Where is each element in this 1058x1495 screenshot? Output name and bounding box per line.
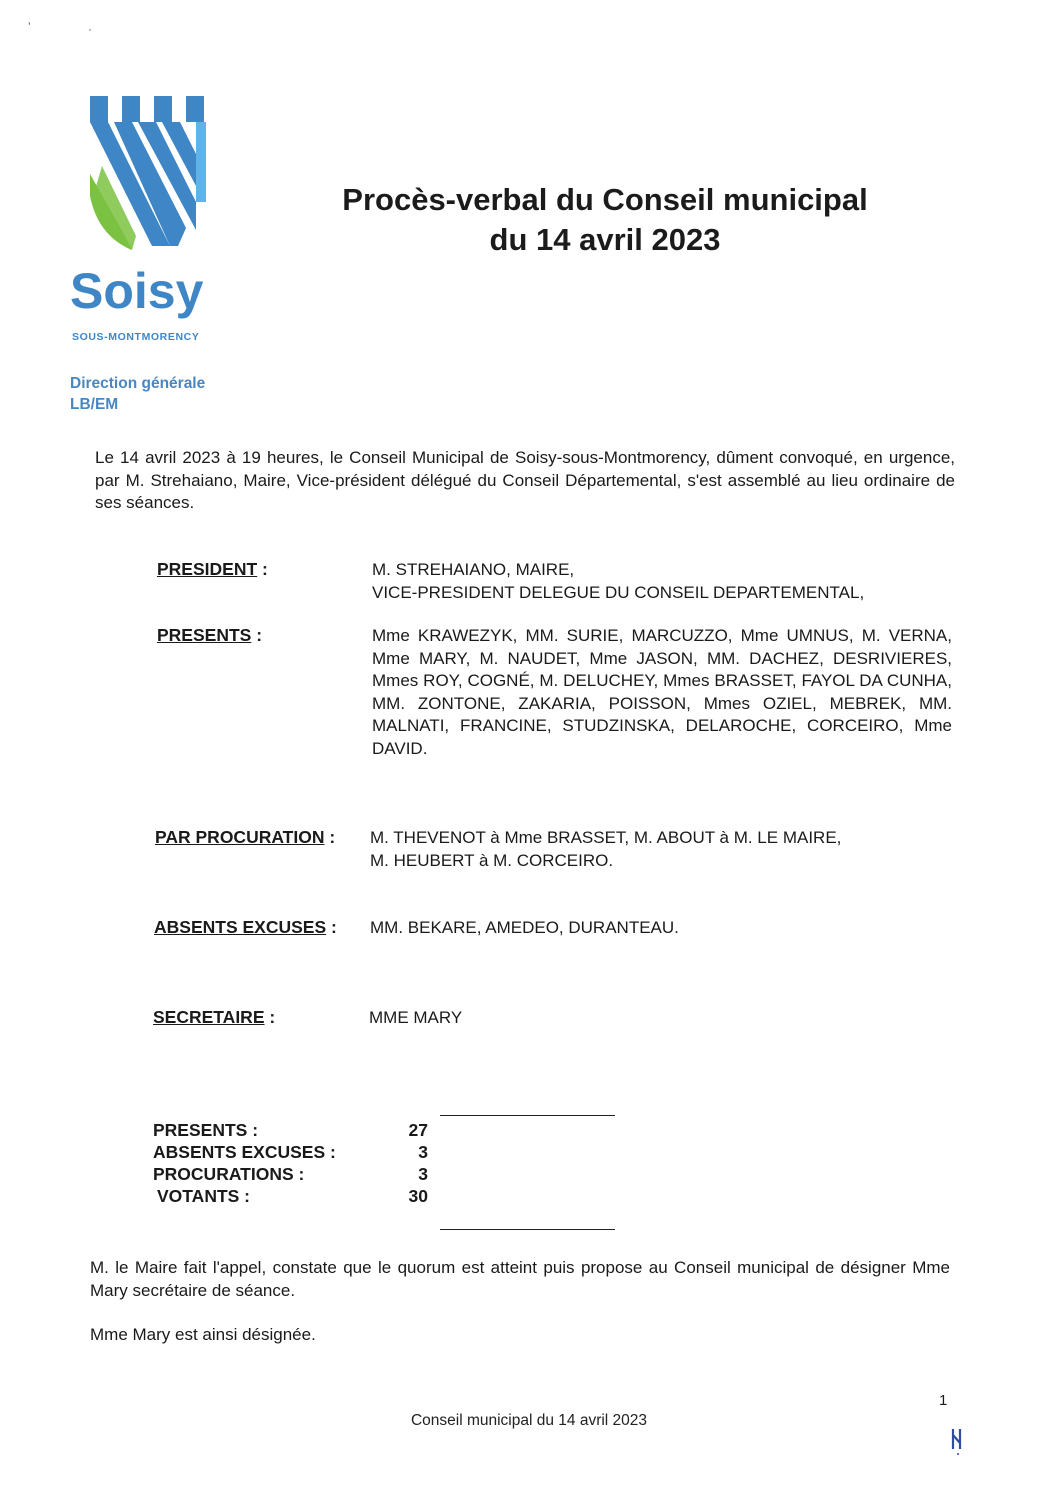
totals-value-presents: 27 <box>408 1120 428 1140</box>
title-line-1: Procès-verbal du Conseil municipal <box>342 182 868 217</box>
totals-value-procurations: 3 <box>418 1164 428 1184</box>
department-block <box>70 373 205 415</box>
intro-paragraph: Le 14 avril 2023 à 19 heures, le Conseil Municipal de Soisy-sous-Montmorency, dûment convoqué, en urgence, par M. Strehaiano, Maire, Vice-président délégué du Conseil Départemental, s'est assemblé au lieu ordinaire de ses séances. <box>95 448 955 512</box>
initials-mark-icon <box>950 1425 964 1455</box>
document-title <box>290 180 920 260</box>
presents-label: PRESENTS : <box>157 625 263 645</box>
title-line-2: du 14 avril 2023 <box>489 222 721 257</box>
president-label: PRESIDENT : <box>157 559 268 579</box>
totals-label-presents: PRESENTS : <box>153 1120 259 1140</box>
secretaire-label: SECRETAIRE : <box>153 1007 276 1027</box>
body-paragraph-1: M. le Maire fait l'appel, constate que le quorum est atteint puis propose au Conseil municipal de désigner Mme Mary secrétaire de séance. <box>90 1258 950 1300</box>
department-reference: LB/EM <box>70 396 119 413</box>
logo-subtitle: SOUS-MONTMORENCY <box>72 331 200 343</box>
page-number: 1 <box>939 1392 948 1409</box>
president-value: M. STREHAIANO, MAIRE, VICE-PRESIDENT DELEGUE DU CONSEIL DEPARTEMENTAL, <box>372 560 865 602</box>
totals-bottom-rule <box>440 1229 615 1230</box>
absents-value: MM. BEKARE, AMEDEO, DURANTEAU. <box>370 918 679 937</box>
totals-label-procurations: PROCURATIONS : <box>153 1164 305 1184</box>
procuration-label: PAR PROCURATION : <box>155 827 336 847</box>
logo-wordmark: Soisy <box>70 263 204 319</box>
absents-label: ABSENTS EXCUSES : <box>154 917 337 937</box>
scan-mark: ʼ <box>28 20 31 34</box>
scan-mark: · <box>88 22 92 36</box>
procuration-value: M. THEVENOT à Mme BRASSET, M. ABOUT à M. LE MAIRE, M. HEUBERT à M. CORCEIRO. <box>370 828 842 870</box>
body-paragraph-2: Mme Mary est ainsi désignée. <box>90 1325 316 1344</box>
totals-value-absents: 3 <box>418 1142 428 1162</box>
totals-label-votants: VOTANTS : <box>157 1186 251 1206</box>
page-footer: Conseil municipal du 14 avril 2023 <box>410 1412 648 1429</box>
department-name: Direction générale <box>70 375 206 392</box>
totals-value-votants: 30 <box>408 1186 428 1206</box>
presents-value: Mme KRAWEZYK, MM. SURIE, MARCUZZO, Mme UMNUS, M. VERNA, Mme MARY, M. NAUDET, Mme JASON, MM. DACHEZ, DESRIVIERES, Mmes ROY, COGNÉ, M. DELUCHEY, Mmes BRASSET, FAYOL DA CUNHA, MM. ZONTONE, ZAKARIA, POISSON, Mmes OZIEL, MEBREK, MM. MALNATI, FRANCINE, STUDZINSKA, DELAROCHE, CORCEIRO, Mme DAVID. <box>372 626 952 758</box>
secretaire-value: MME MARY <box>369 1008 463 1027</box>
totals-label-absents: ABSENTS EXCUSES : <box>153 1142 336 1162</box>
totals-top-rule <box>440 1115 615 1116</box>
town-logo-icon <box>88 96 210 254</box>
